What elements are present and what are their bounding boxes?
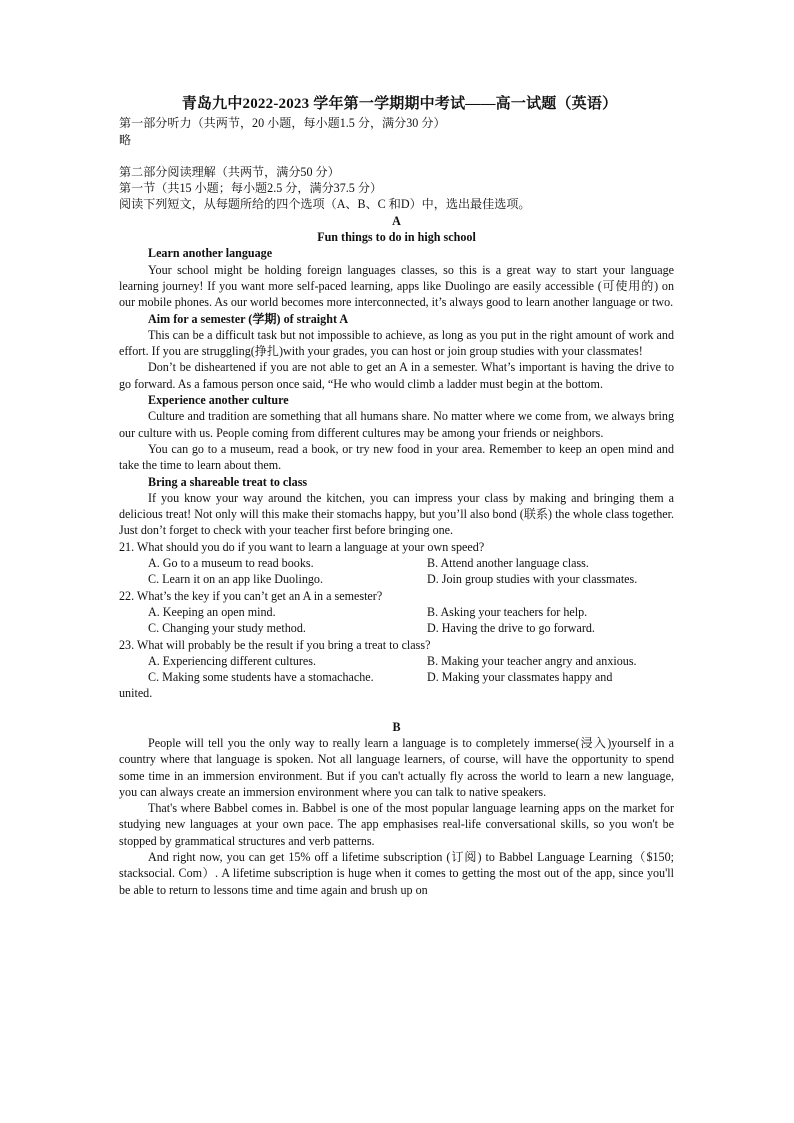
option-a: A. Go to a museum to read books. [148,556,314,571]
spacer [119,148,674,164]
part1-note: 略 [119,132,132,147]
paragraph: If you know your way around the kitchen, you can impress your class by making and bringing them a delicious treat! Not only will this make their stomachs happy, but you’ll also bond (联系) the whole class together. Just don’t forget to check with your teacher first before bringing one. [119,490,674,538]
option-a: A. Experiencing different cultures. [148,653,317,668]
question-stem: 22. What’s the key if you can’t get an A in a semester? [119,588,383,603]
option-d-continuation: united. [119,686,153,701]
option-a: A. Keeping an open mind. [148,604,276,619]
instruction-text: 阅读下列短文，从每题所给的四个选项（A、B、C 和D）中，选出最佳选项。 [119,197,531,212]
exam-title: 青岛九中2022-2023 学年第一学期期中考试——高一试题（英语） [181,96,618,112]
subheading-language: Learn another language [148,246,273,261]
question-23 [119,637,674,702]
option-c: C. Changing your study method. [148,621,306,636]
option-c: C. Making some students have a stomachache. [148,670,374,685]
paragraph: Your school might be holding foreign languages classes, so this is a great way to start your language learning journey! If you want more self-paced learning, apps like Duolingo are easily accessible (可使用的) on our mobile phones. As our world becomes more interconnected, it’s always good to learn another language or two. [119,262,674,310]
subheading-treat: Bring a shareable treat to class [148,474,308,489]
passage-a-title: Fun things to do in high school [317,230,476,245]
question-21 [119,539,674,588]
paragraph: Don’t be disheartened if you are not able to get an A in a semester. What’s important is having the drive to go forward. As a famous person once said, “He who would climb a ladder must begin at the bottom. [119,360,674,391]
part2-heading: 第二部分阅读理解（共两节，满分50 分） [119,164,340,179]
part1-heading: 第一部分听力（共两节，20 小题，每小题1.5 分，满分30 分） [119,116,446,131]
subheading-semester: Aim for a semester (学期) of straight A [148,311,349,326]
paragraph: And right now, you can get 15% off a lifetime subscription (订阅) to Babbel Language Learning（$150; stacksocial. Com）. A lifetime subscription is huge when it comes to getting the most out of the app, since you'll be able to return to lessons time and time again and brush up on [119,850,674,897]
option-b: B. Asking your teachers for help. [427,604,588,619]
option-b: B. Attend another language class. [427,556,589,571]
question-22 [119,588,674,637]
passage-b-letter: B [392,719,401,734]
paragraph: Culture and tradition are something that all humans share. No matter where we come from, we always bring our culture with us. People coming from different cultures may be among your friends or neighbors. [119,409,674,440]
option-d: D. Having the drive to go forward. [427,621,595,636]
question-options [119,555,674,588]
paragraph: People will tell you the only way to really learn a language is to completely immerse(浸入)yourself in a country where that language is spoken. Not all language learners, of course, will have the opportunity to spend some time in an immersion environment. But if you can't actually fly across the world to learn a new language, you can always create an immersion environment where you can talk to native speakers. [119,735,674,799]
option-b: B. Making your teacher angry and anxious. [427,653,637,668]
subheading-culture: Experience another culture [148,393,289,408]
paragraph: This can be a difficult task but not impossible to achieve, as long as you put in the right amount of work and effort. If you are struggling(挣扎)with your grades, you can host or join group studies with your classmates! [119,327,674,359]
question-options [119,604,674,637]
option-d: D. Making your classmates happy and [427,670,613,685]
question-options [119,653,674,686]
option-c: C. Learn it on an app like Duolingo. [148,572,323,587]
exam-page [119,96,674,898]
section1-heading: 第一节（共15 小题；每小题2.5 分，满分37.5 分） [119,181,383,196]
paragraph: That's where Babbel comes in. Babbel is one of the most popular language learning apps on the market for studying new languages at your own pace. The app emphasises real-life conversational skills, so you won't be stopped by grammatical structures and verb patterns. [119,801,674,848]
passage-a-letter: A [392,213,401,228]
paragraph: You can go to a museum, read a book, or try new food in your area. Remember to keep an open mind and take the time to learn about them. [119,441,674,473]
question-stem: 23. What will probably be the result if you bring a treat to class? [119,637,431,652]
question-stem: 21. What should you do if you want to learn a language at your own speed? [119,539,485,554]
option-d: D. Join group studies with your classmates. [427,572,638,587]
